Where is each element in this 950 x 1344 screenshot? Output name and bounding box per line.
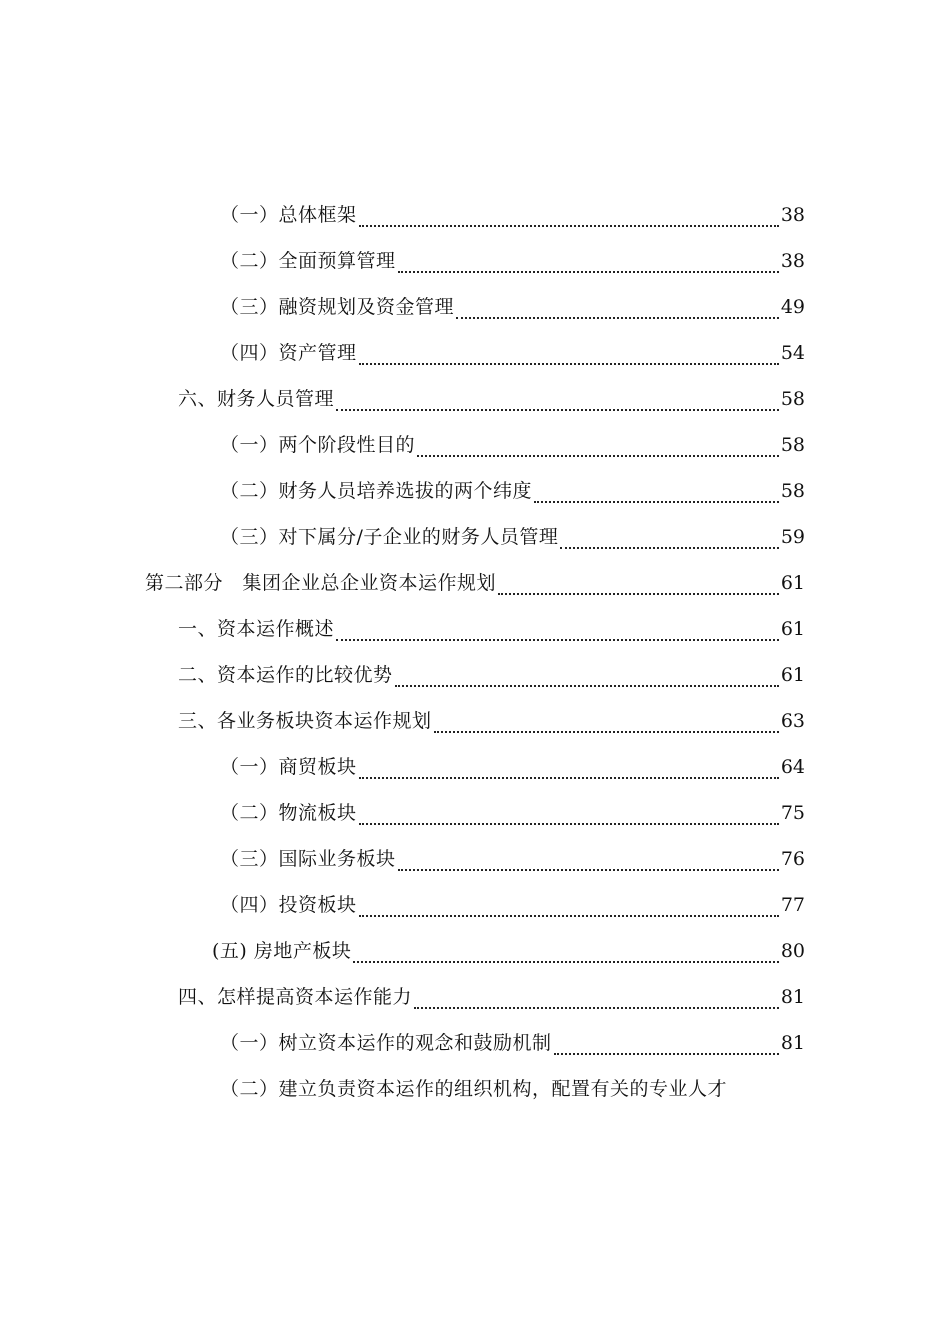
toc-entry-title: （一）树立资本运作的观念和鼓励机制 <box>220 1032 552 1054</box>
toc-page-number: 64 <box>780 756 805 778</box>
toc-entry-title: （二）建立负责资本运作的组织机构，配置有关的专业人才 <box>220 1078 728 1100</box>
toc-entry[interactable] <box>0 652 950 698</box>
toc-dot-leader <box>336 639 779 641</box>
toc-page-number: 38 <box>780 250 805 272</box>
toc-page-number: 76 <box>780 848 805 870</box>
toc-page-number: 49 <box>780 296 805 318</box>
toc-entry-title: （二）全面预算管理 <box>220 250 396 272</box>
toc-dot-leader <box>498 593 779 595</box>
toc-entry-title: (五) 房地产板块 <box>212 940 352 962</box>
toc-entry-title: （二）物流板块 <box>220 802 357 824</box>
toc-entry-title: 一、资本运作概述 <box>178 618 335 640</box>
toc-entry-title: （三）融资规划及资金管理 <box>220 296 455 318</box>
toc-entry[interactable] <box>0 238 950 284</box>
toc-entry[interactable] <box>0 698 950 744</box>
toc-dot-leader <box>336 409 779 411</box>
toc-page-number: 58 <box>780 434 805 456</box>
toc-entry-title: （三）对下属分/子企业的财务人员管理 <box>220 526 559 548</box>
toc-entry[interactable] <box>0 560 950 606</box>
toc-page-number: 59 <box>780 526 805 548</box>
toc-page-number: 75 <box>780 802 805 824</box>
toc-entry[interactable] <box>0 330 950 376</box>
toc-dot-leader <box>560 547 778 549</box>
toc-entry-title: （三）国际业务板块 <box>220 848 396 870</box>
toc-entry-title: 四、怎样提高资本运作能力 <box>178 986 413 1008</box>
toc-dot-leader <box>534 501 779 503</box>
toc-dot-leader <box>353 961 778 963</box>
toc-dot-leader <box>414 1007 779 1009</box>
toc-entry[interactable] <box>0 928 950 974</box>
toc-entry[interactable] <box>0 744 950 790</box>
toc-dot-leader <box>359 823 779 825</box>
toc-entry[interactable] <box>0 192 950 238</box>
toc-entry[interactable] <box>0 284 950 330</box>
toc-entry[interactable] <box>0 882 950 928</box>
toc-entry[interactable] <box>0 376 950 422</box>
toc-entry-title: 第二部分 集团企业总企业资本运作规划 <box>145 572 497 594</box>
toc-dot-leader <box>456 317 779 319</box>
toc-entry[interactable] <box>0 422 950 468</box>
toc-dot-leader <box>554 1053 779 1055</box>
toc-dot-leader <box>359 363 779 365</box>
toc-page-number: 81 <box>780 1032 805 1054</box>
toc-entry-title: 二、资本运作的比较优势 <box>178 664 393 686</box>
toc-entry[interactable] <box>0 974 950 1020</box>
table-of-contents <box>0 192 950 1112</box>
toc-page-number: 81 <box>780 986 805 1008</box>
toc-entry[interactable] <box>0 606 950 652</box>
toc-dot-leader <box>417 455 779 457</box>
toc-entry[interactable] <box>0 468 950 514</box>
toc-entry-title: 三、各业务板块资本运作规划 <box>178 710 432 732</box>
toc-page-number: 80 <box>780 940 805 962</box>
toc-page-number: 38 <box>780 204 805 226</box>
toc-dot-leader <box>398 869 779 871</box>
toc-entry[interactable] <box>0 790 950 836</box>
toc-page-number: 58 <box>780 388 805 410</box>
toc-page-number: 61 <box>780 572 805 594</box>
toc-page-number: 61 <box>780 664 805 686</box>
toc-page-number: 61 <box>780 618 805 640</box>
toc-entry-title: （四）投资板块 <box>220 894 357 916</box>
toc-entry-title: （一）商贸板块 <box>220 756 357 778</box>
toc-dot-leader <box>398 271 779 273</box>
toc-entry[interactable] <box>0 836 950 882</box>
toc-page-number: 63 <box>780 710 805 732</box>
toc-dot-leader <box>359 225 779 227</box>
toc-entry-title: （一）两个阶段性目的 <box>220 434 416 456</box>
toc-page-number: 54 <box>780 342 805 364</box>
toc-entry-title: （四）资产管理 <box>220 342 357 364</box>
toc-dot-leader <box>434 731 779 733</box>
toc-page-number: 58 <box>780 480 805 502</box>
toc-entry[interactable] <box>0 1020 950 1066</box>
toc-entry-title: （二）财务人员培养选拔的两个纬度 <box>220 480 533 502</box>
toc-entry-title: （一）总体框架 <box>220 204 357 226</box>
toc-page-number: 77 <box>780 894 805 916</box>
toc-dot-leader <box>359 915 779 917</box>
toc-entry[interactable] <box>0 514 950 560</box>
toc-dot-leader <box>359 777 779 779</box>
toc-entry-title: 六、财务人员管理 <box>178 388 335 410</box>
toc-entry[interactable] <box>0 1066 950 1112</box>
toc-dot-leader <box>395 685 779 687</box>
